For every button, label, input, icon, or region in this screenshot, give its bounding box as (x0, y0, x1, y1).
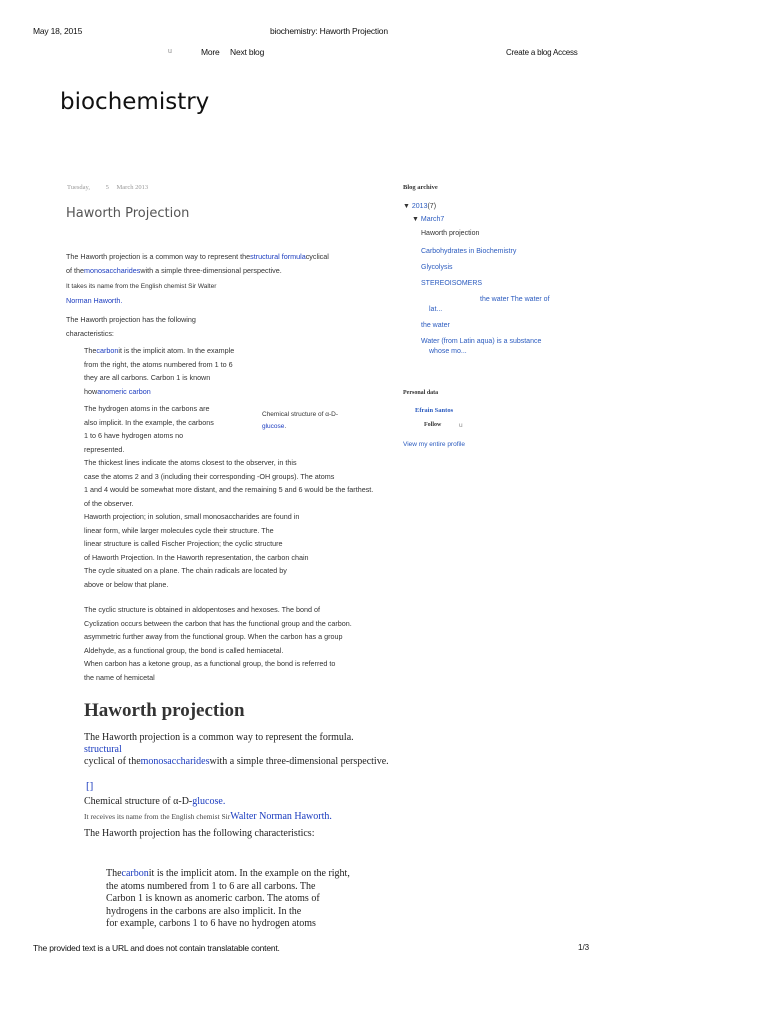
page-number: 1/3 (578, 943, 590, 952)
author-link[interactable]: Efrain Santos (415, 407, 454, 414)
archive-item-link[interactable]: STEREOISOMERS (421, 280, 483, 287)
follow-icon[interactable]: u (459, 422, 463, 429)
archive-month-row[interactable]: ▼ March7 (412, 216, 445, 223)
anomeric-carbon-link[interactable]: anomeric carbon (97, 386, 151, 396)
archive-item-link-cont[interactable]: lat... (429, 306, 443, 313)
personal-data-title: Personal data (403, 390, 439, 396)
paragraph-name-origin: It takes its name from the English chemist Sir Walter (66, 283, 217, 290)
figure-caption: Chemical structure of α-D- glucose. (262, 411, 338, 430)
point-hydrogen: The hydrogen atoms in the carbons are also implicit. In the example, the carbons 1 to 6 have hydrogen atoms no represented. (84, 404, 214, 454)
section-monosaccharides-link[interactable]: monosaccharides (140, 756, 210, 767)
footer-note: The provided text is a URL and does not contain translatable content. (33, 943, 280, 953)
next-blog-link[interactable]: Next blog (230, 47, 265, 57)
walter-norman-haworth-link[interactable]: Walter Norman Haworth. (230, 811, 332, 822)
section-carbon-link[interactable]: carbon (121, 868, 149, 879)
point-cyclization: The cyclic structure is obtained in aldopentoses and hexoses. The bond of Cyclization occurs between the carbon that has the functional group and the carbon. asymmetric further away from the functional group. When the carbon has a group Aldehyde, as a functional group, the bond is called hemiacetal. When carbon has a ketone group, as a functional group, the bond is referred to the name of hemicetal (84, 605, 352, 682)
archive-year-link[interactable]: 2013 (411, 203, 428, 210)
post-date-rest: March 2013 (116, 184, 149, 191)
archive-item-current[interactable]: Haworth projection (421, 230, 480, 237)
navbar-icon[interactable]: u (168, 48, 172, 55)
point-thick-lines: The thickest lines indicate the atoms closest to the observer, in this case the atoms 2 and 3 (including their corresponding -OH groups). The atoms 1 and 4 would be somewhat more distant, and the remaining 5 and 6 would be the farthest. of the observer. (84, 458, 374, 508)
paragraph-intro: The Haworth projection is a common way to represent thestructural formulacyclical of themonosaccharideswith a simple three-dimensional perspective. (66, 252, 329, 275)
archive-year-row[interactable]: ▼ 2013(7) (403, 203, 437, 210)
post-day: Tuesday, (67, 184, 90, 191)
post-title[interactable]: Haworth Projection (66, 206, 190, 221)
structural-link[interactable]: structural (84, 744, 122, 755)
monosaccharides-link[interactable]: monosaccharides (83, 265, 141, 275)
follow-button[interactable]: Follow (424, 422, 442, 428)
expand-arrow-icon[interactable]: ▼ (412, 216, 419, 223)
archive-item-link[interactable]: the water (421, 322, 450, 329)
point-fischer: Haworth projection; in solution, small monosaccharides are found in linear form, while larger molecules cycle their structure. The linear structure is called Fischer Projection; the cyclic structure of Haworth Projection. In the Haworth representation, the carbon chain The cycle situated on a plane. The chain radicals are located by above or below that plane. (84, 512, 309, 589)
broken-image-icon[interactable]: [] (86, 780, 94, 792)
archive-item-link[interactable]: Water (from Latin aqua) is a substance (421, 338, 542, 345)
haworth-link[interactable] (66, 294, 122, 308)
create-blog-link[interactable]: Create a blog Access (506, 48, 578, 57)
archive-item-link-cont[interactable]: whose mo... (429, 348, 467, 355)
norman-haworth-link[interactable]: Norman Haworth. (66, 296, 123, 305)
section-glucose-link[interactable]: glucose. (192, 796, 226, 807)
post-date-num: 5 (105, 184, 109, 191)
archive-month-link[interactable]: March (420, 216, 441, 223)
carbon-link[interactable]: carbon (96, 346, 119, 355)
blog-archive-title: Blog archive (403, 184, 438, 191)
view-profile-link[interactable]: View my entire profile (403, 441, 466, 448)
glucose-link[interactable]: glucose (262, 423, 285, 430)
print-date: May 18, 2015 (33, 26, 83, 36)
structural-formula-link[interactable]: structural formula (250, 252, 306, 261)
section-characteristics: The Haworth projection has the following characteristics: (84, 828, 315, 839)
section-carbon-point: Thecarbonit is the implicit atom. In the example on the right, the atoms numbered from 1 to 6 are all carbons. The Carbon 1 is known as anomeric carbon. The atoms of hydrogens in the carbons are also implicit. In the for example, carbons 1 to 6 have no hydrogen atoms (106, 868, 350, 929)
section-heading: Haworth projection (84, 700, 245, 721)
archive-item-link[interactable]: Carbohydrates in Biochemistry (421, 248, 517, 255)
more-link[interactable]: More (201, 47, 220, 57)
paragraph-characteristics: The Haworth projection has the following characteristics: (66, 315, 196, 338)
section-caption: Chemical structure of α-D-glucose. (84, 796, 226, 807)
archive-item-link[interactable]: the water The water of (480, 296, 550, 303)
section-intro: The Haworth projection is a common way to represent the formula. structural cyclical of themonosaccharideswith a simple three-dimensional perspective. (84, 732, 389, 767)
section-name-origin: It receives its name from the English chemist SirWalter Norman Haworth. (84, 811, 332, 822)
point-carbon: Thecarbonit is the implicit atom. In the example from the right, the atoms numbered from 1 to 6 they are all carbons. Carbon 1 is known howanomeric carbon (84, 346, 235, 396)
post-date (67, 184, 148, 191)
expand-arrow-icon[interactable]: ▼ (403, 203, 410, 210)
archive-item-link[interactable]: Glycolysis (421, 264, 453, 271)
blog-title[interactable]: biochemistry (60, 89, 210, 115)
print-page-title: biochemistry: Haworth Projection (270, 26, 388, 36)
